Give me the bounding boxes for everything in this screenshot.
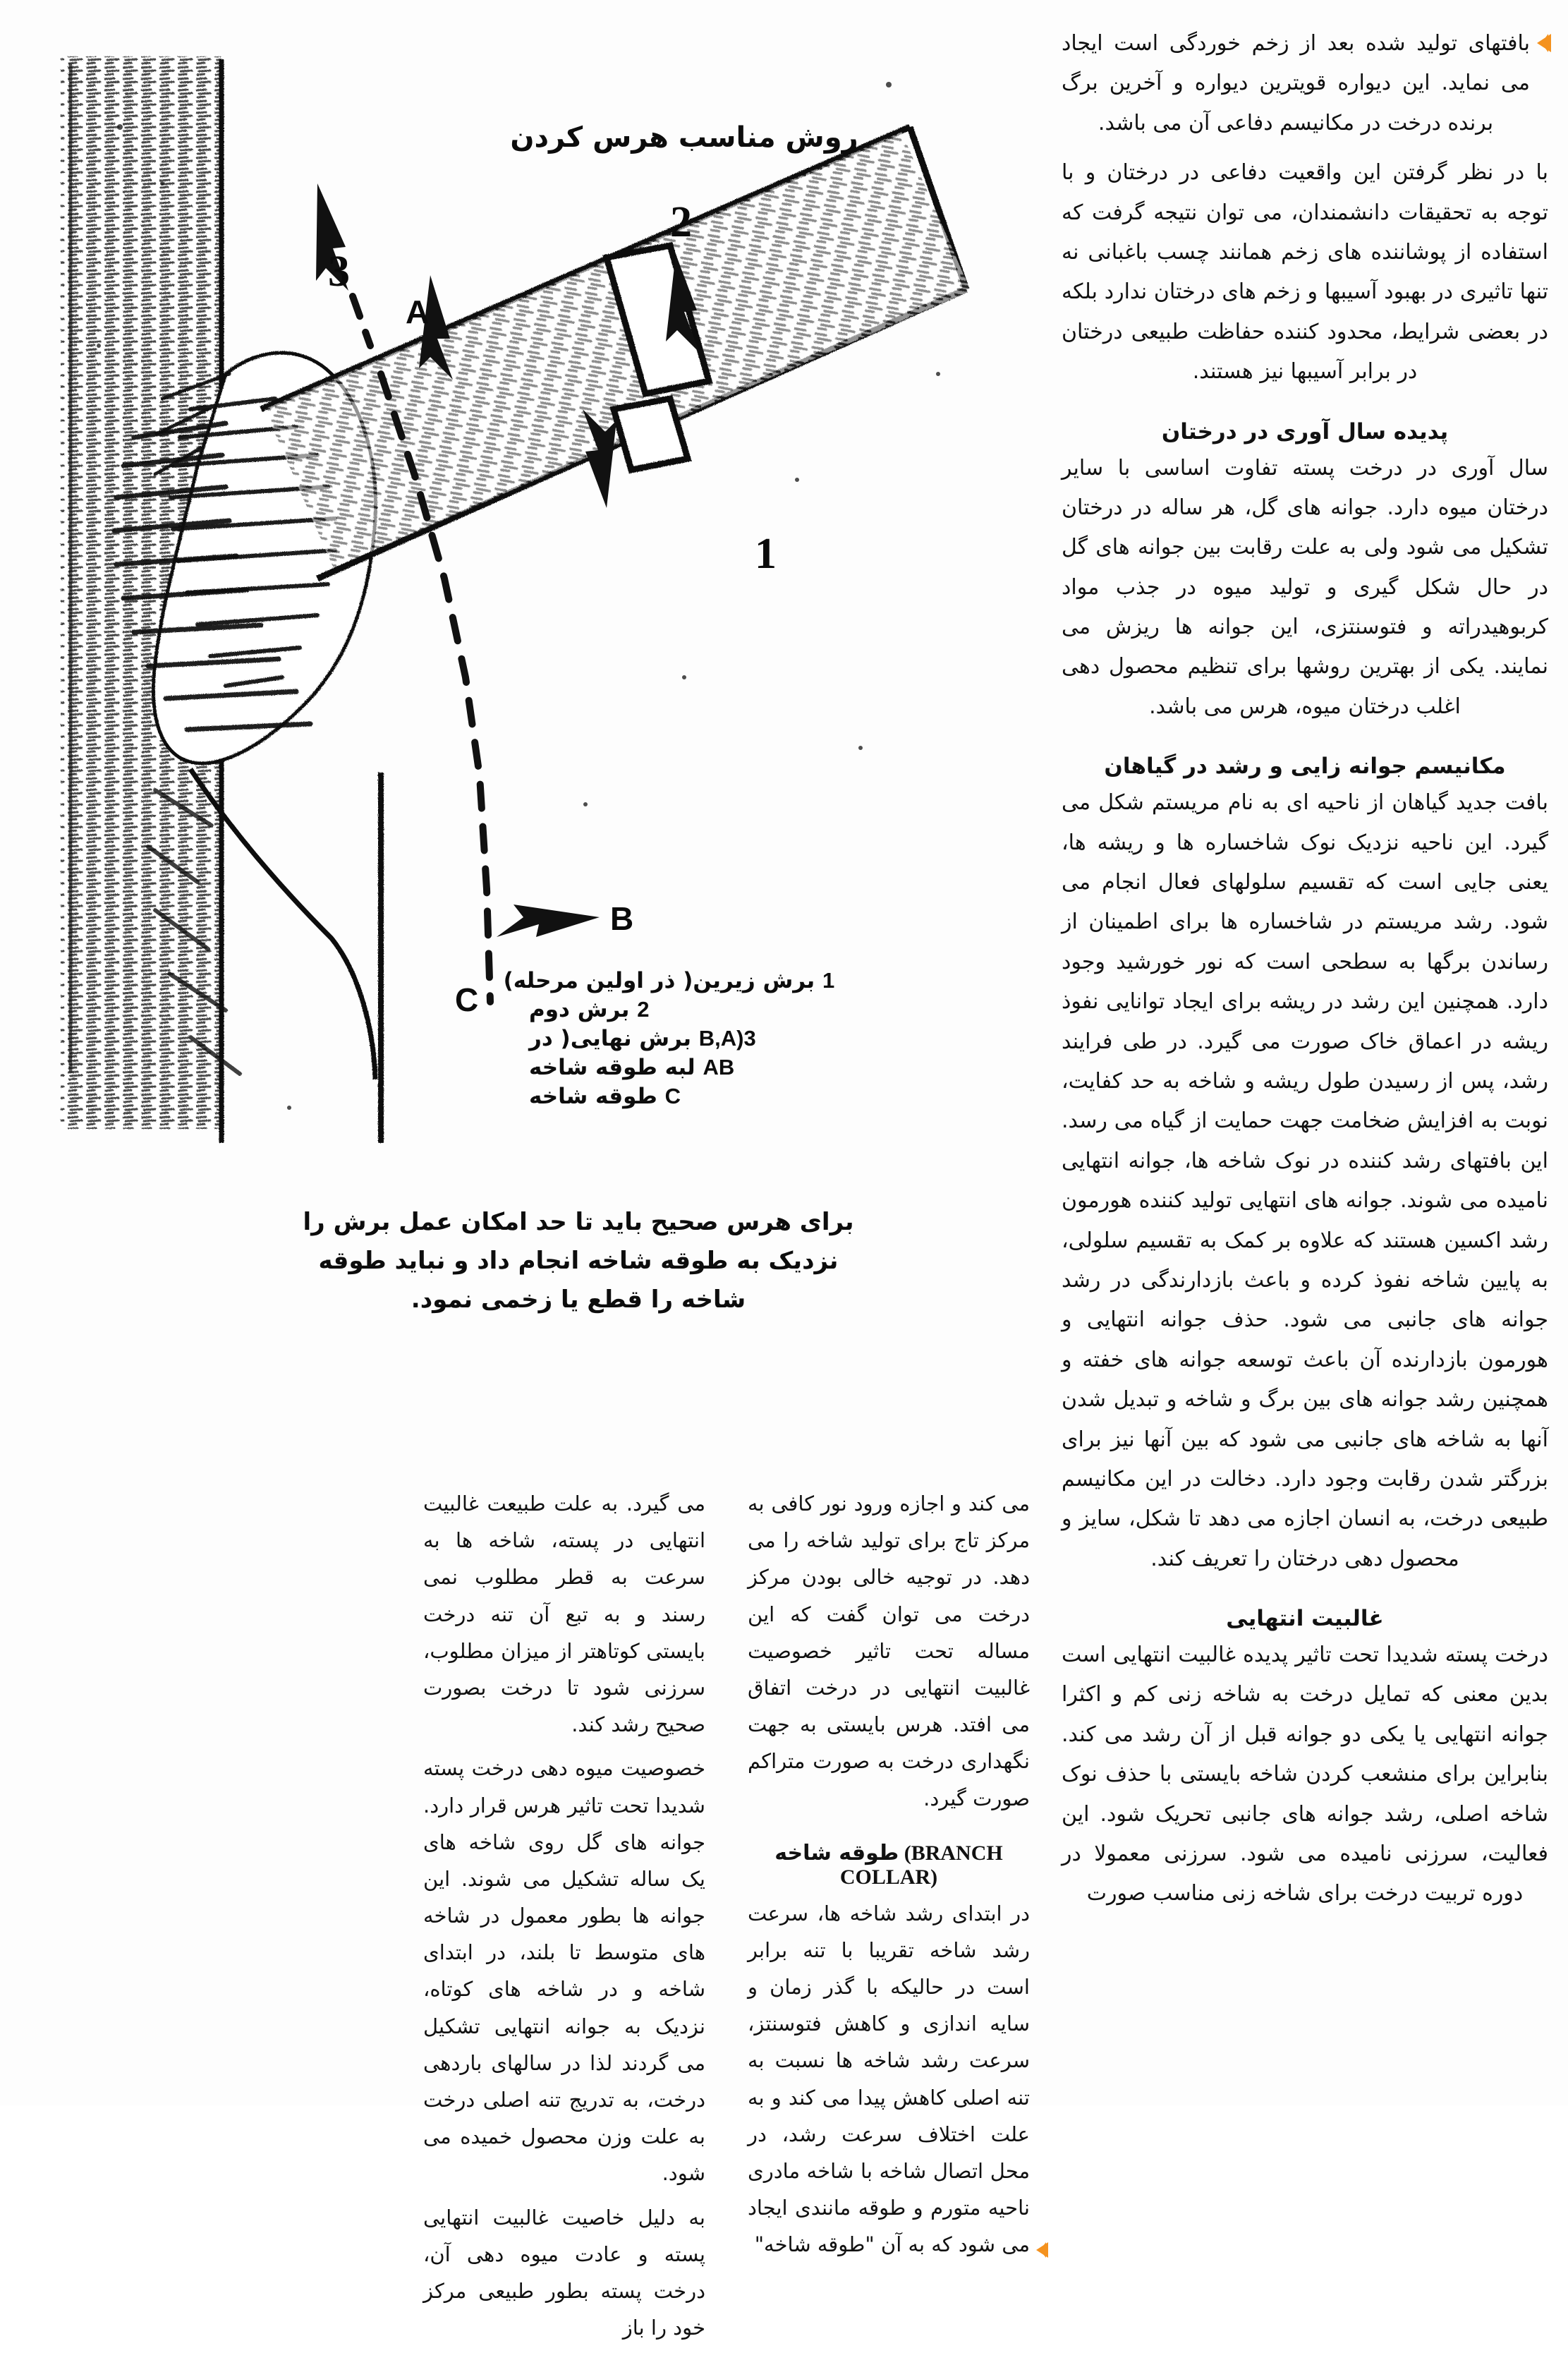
legend-key: 3(B,A [698, 1025, 756, 1051]
legend-key: C [664, 1083, 681, 1108]
legend-item [503, 967, 861, 996]
paragraph-text: بافتهای تولید شده بعد از زخم خوردگی است ایجاد می نماید. این دیواره قویترین دیواره و آخرین برگ برنده درخت در مکانیسم دفاعی آن می باشد. [1062, 31, 1530, 135]
section-body-alternate-bearing: سال آوری در درخت پسته تفاوت اساسی با سایر درختان میوه دارد. جوانه های گل، هر ساله در درختان تشکیل می شود ولی به علت رقابت بین جوانه های گل در حال شکل گیری و تولید میوه در جذب مواد کربوهیدراته و فتوسنتزی، این جوانه ها ریزش می نمایند. یکی از بهترین روشها برای تنظیم محصول دهی اغلب درختان میوه، هرس می باشد. [1062, 455, 1548, 719]
paragraph-intro-1 [1062, 24, 1548, 143]
legend-key: AB [703, 1054, 735, 1079]
section-heading-apical-dominance: غالبیت انتهایی [1226, 1606, 1384, 1632]
bottom-left-paragraph: می کند و اجازه ورود نور کافی به مرکز تاج برای تولید شاخه را می دهد. در توجیه خالی بودن مرکز درخت می توان گفت که این مساله تحت تاثیر خصوصیت غالبیت انتهایی در درخت اتفاق می افتد. هرس بایستی به جهت نگهداری درخت به صورت متراکم صورت گیرد. [748, 1492, 1030, 1810]
orange-arrow-marker-icon-small [1036, 2242, 1048, 2258]
figure-legend [503, 967, 861, 1111]
branch-collar-body [748, 1895, 1030, 2263]
article-right-column [1062, 24, 1548, 1924]
orange-arrow-marker-icon [1537, 34, 1551, 52]
legend-label: طوقه شاخه [529, 1083, 657, 1109]
branch-collar-heading-fa: طوقه شاخه [774, 1840, 899, 1865]
legend-item [529, 1024, 861, 1053]
pruning-figure [49, 42, 1023, 1446]
paragraph-intro-2: با در نظر گرفتن این واقعیت دفاعی در درختان و با توجه به تحقیقات دانشمندان، می توان نتیجه گرفت که استفاده از پوشاننده های زخم همانند چسب باغبانی نه تنها تاثیری در بهبود آسیبها و زخم های درختان ندارد بلکه در بعضی شرایط، محدود کننده حفاظت طبیعی درختان در برابر آسیبها نیز هستند. [1062, 160, 1548, 385]
branch-collar-body-text: در ابتدای رشد شاخه ها، سرعت رشد شاخه تقریبا با تنه برابر است در حالیکه با گذر زمان و سایه اندازی و کاهش فتوسنتز، سرعت رشد شاخه ها نسبت به تنه اصلی کاهش پیدا می کند و به علت اختلاف سرعت رشد، در محل اتصال شاخه با شاخه مادری ناحیه متورم و طوقه مانندی ایجاد می شود که به آن "طوقه شاخه" [748, 1901, 1030, 2257]
bottom-middle-paragraph-1: می گیرد. به علت طبیعت غالبیت انتهایی در پسته، شاخه ها به سرعت به قطر مطلوب نمی رسند و به تبع آن تنه درخت بایستی کوتاهتر از میزان مطلوب، سرزنی شود تا درخت بصورت صحیح رشد کند. [423, 1492, 705, 1737]
bottom-middle-paragraph-3: به دلیل خاصیت غالبیت انتهایی پسته و عادت میوه دهی آن، درخت پسته بطور طبیعی مرکز خود را باز [423, 2205, 705, 2340]
callout-letter-C: C [455, 981, 479, 1018]
legend-item [529, 1082, 861, 1111]
branch-collar-heading-en: (BRANCH COLLAR) [839, 1841, 1003, 1889]
bottom-middle-paragraph-2: خصوصیت میوه دهی درخت پسته شدیدا تحت تاثیر هرس قرار دارد. جوانه های گل روی شاخه های یک ساله تشکیل می شوند. این جوانه ها بطور معمول در شاخه های متوسط تا بلند، در ابتدای شاخه و در شاخه های کوتاه، نزدیک به جوانه انتهایی تشکیل می گردند لذا در سالهای باردهی درخت، به تدریج تنه اصلی درخت به علت وزن محصول خمیده می شود. [423, 1756, 705, 2186]
main-limb [261, 127, 971, 579]
callout-letter-B: B [610, 900, 634, 937]
legend-key: 2 [637, 996, 650, 1022]
legend-label: برش زیرین( ذر اولین مرحله) [503, 968, 815, 993]
section-body-apical-dominance: درخت پسته شدیدا تحت تاثیر پدیده غالبیت انتهایی است بدین معنی که تمایل درخت به شاخه زنی کم و اکثرا جوانه انتهایی یا یکی دو جوانه قبل از آن رشد می کند. بنابراین برای منشعب کردن شاخه بایستی با حذف نوک شاخه اصلی، رشد جوانه های جانبی تحریک شود. این فعالیت، سرزنی نامیده می شود. سرزنی معمولا در دوره تربیت درخت برای شاخه زنی مناسب صورت [1062, 1643, 1548, 1906]
figure-caption: برای هرس صحیح باید تا حد امکان عمل برش را نزدیک به طوقه شاخه انجام داد و نباید طوقه شاخه را قطع یا زخمی نمود. [303, 1208, 854, 1314]
legend-label: برش دوم [529, 996, 630, 1022]
bottom-column-left [748, 1485, 1030, 2270]
legend-key: 1 [822, 968, 835, 993]
section-heading-alternate-bearing: پدیده سال آوری در درختان [1161, 418, 1449, 444]
callout-number-2: 2 [670, 198, 692, 246]
bottom-columns [42, 1485, 1030, 2340]
callout-letter-A: A [406, 294, 430, 330]
arrow-B [497, 905, 600, 937]
legend-item [529, 996, 861, 1024]
callout-number-3: 3 [328, 248, 350, 296]
legend-item [529, 1053, 861, 1082]
legend-label: برش نهایی( در [529, 1025, 691, 1051]
callout-number-1: 1 [755, 530, 777, 578]
legend-label: لبه طوقه شاخه [529, 1054, 695, 1080]
bottom-column-middle [423, 1485, 705, 2353]
section-body-bud-mechanism: بافت جدید گیاهان از ناحیه ای به نام مریستم شکل می گیرد. این ناحیه نزدیک نوک شاخساره ها و ریشه ها، یعنی جایی است که تقسیم سلولهای فعال انجام می شود. رشد مریستم در شاخساره ها برای اطمینان از رساندن برگها به سطحی است که نور خورشید وجود دارد. همچنین این رشد در ریشه برای ایجاد توانایی نفوذ ریشه در اعماق خاک صورت می گیرد. در طی فرایند رشد، پس از رسیدن طول ریشه و شاخه به حد کفایت، نوبت به افزایش ضخامت جهت حمایت از گیاه می رسد. این بافتهای رشد کننده در نوک شاخه ها، جوانه انتهایی نامیده می شوند. جوانه های انتهایی تولید کننده هورمون رشد اکسین هستند که علاوه بر کمک به تقسیم سلولی، به پایین شاخه نفوذ کرده و باعث بازدارندگی در رشد جوانه های جانبی می شود. حذف جوانه انتهایی و هورمون بازدارنده آن باعث توسعه جوانه های خفته و همچنین رشد جوانه های بین برگ و شاخه و تبدیل شدن آنها به شاخه های جانبی می شود که بین آنها نیز برای بزرگتر شدن رقابت وجود دارد. دخالت در این مکانیسم طبیعی درخت، به انسان اجازه می دهد تا شکل، سایز و محصول دهی درختان را تعریف کند. [1062, 790, 1548, 1571]
branch-collar-heading [748, 1841, 1030, 1889]
callout3-dash [353, 296, 370, 346]
section-heading-bud-mechanism: مکانیسم جوانه زایی و رشد در گیاهان [1104, 754, 1506, 780]
figure-title: روش مناسب هرس کردن [510, 121, 858, 154]
